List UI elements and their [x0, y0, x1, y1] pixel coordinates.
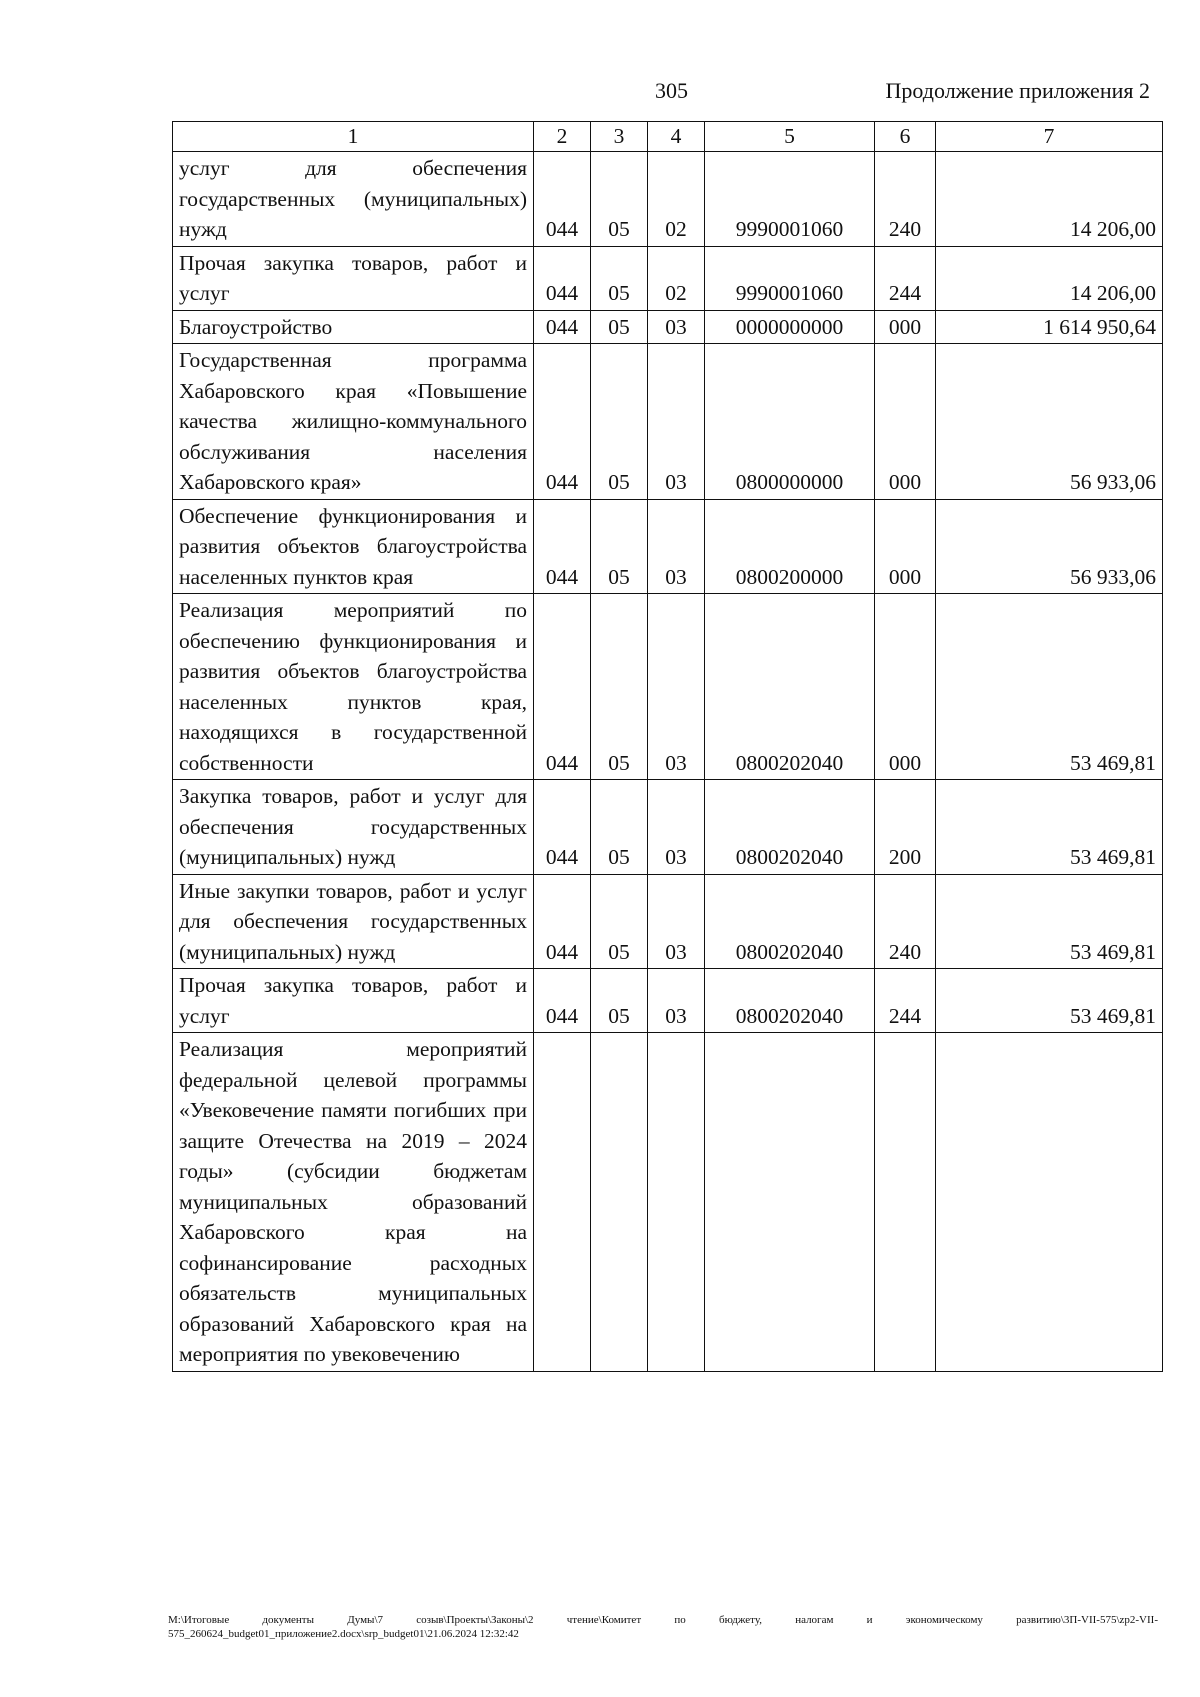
table-row — [173, 344, 1163, 500]
column-header: 7 — [936, 122, 1163, 152]
table-row — [173, 1033, 1163, 1372]
expense-type-code: 000 — [875, 310, 936, 344]
amount: 14 206,00 — [936, 152, 1163, 247]
amount: 53 469,81 — [936, 874, 1163, 969]
item-name: Прочая закупка товаров, работ и услуг — [173, 969, 534, 1033]
ministry-code: 044 — [534, 874, 591, 969]
subsection-code: 02 — [648, 152, 705, 247]
item-name: Реализация мероприятий федеральной целевой программы «Увековечение памяти погибших при защите Отечества на 2019 – 2024 годы» (субсидии бюджетам муниципальных образований Хабаровского края на софинансирование расходных обязательств муниципальных образований Хабаровского края на мероприятия по увековечению — [173, 1033, 534, 1372]
amount: 53 469,81 — [936, 969, 1163, 1033]
budget-table — [172, 121, 1163, 1372]
section-code: 05 — [591, 499, 648, 594]
table-row — [173, 246, 1163, 310]
section-code: 05 — [591, 969, 648, 1033]
section-code: 05 — [591, 594, 648, 780]
column-header: 2 — [534, 122, 591, 152]
expense-type-code: 000 — [875, 344, 936, 500]
amount: 1 614 950,64 — [936, 310, 1163, 344]
expense-type-code — [875, 1033, 936, 1372]
expense-type-code: 200 — [875, 780, 936, 875]
table-row — [173, 499, 1163, 594]
table-row — [173, 969, 1163, 1033]
amount: 53 469,81 — [936, 780, 1163, 875]
appendix-continuation-label: Продолжение приложения 2 — [885, 78, 1150, 103]
item-name: Иные закупки товаров, работ и услуг для обеспечения государственных (муниципальных) нужд — [173, 874, 534, 969]
document-file-path-footer: M:\Итоговые документы Думы\7 созыв\Проекты\Законы\2 чтение\Комитет по бюджету, налогам и экономическому развитию\3П-VII-575\zp2-VII-575_260624_budget01_приложение2.docx\srp_budget01\21.06.2024 12:32:42 — [168, 1614, 1158, 1640]
expense-type-code: 244 — [875, 246, 936, 310]
ministry-code: 044 — [534, 594, 591, 780]
column-number-row — [173, 122, 1163, 152]
amount: 56 933,06 — [936, 344, 1163, 500]
target-article-code: 0800202040 — [705, 594, 875, 780]
table-row — [173, 874, 1163, 969]
expense-type-code: 244 — [875, 969, 936, 1033]
target-article-code: 0000000000 — [705, 310, 875, 344]
ministry-code — [534, 1033, 591, 1372]
table-row — [173, 780, 1163, 875]
item-name: услуг для обеспечения государственных (муниципальных) нужд — [173, 152, 534, 247]
target-article-code: 0800202040 — [705, 780, 875, 875]
section-code: 05 — [591, 344, 648, 500]
expense-type-code: 000 — [875, 499, 936, 594]
ministry-code: 044 — [534, 152, 591, 247]
table-row — [173, 594, 1163, 780]
section-code — [591, 1033, 648, 1372]
expense-type-code: 000 — [875, 594, 936, 780]
section-code: 05 — [591, 310, 648, 344]
table-row — [173, 152, 1163, 247]
subsection-code: 03 — [648, 969, 705, 1033]
section-code: 05 — [591, 152, 648, 247]
section-code: 05 — [591, 246, 648, 310]
target-article-code: 9990001060 — [705, 152, 875, 247]
column-header: 3 — [591, 122, 648, 152]
expense-type-code: 240 — [875, 152, 936, 247]
subsection-code: 03 — [648, 344, 705, 500]
amount: 14 206,00 — [936, 246, 1163, 310]
section-code: 05 — [591, 780, 648, 875]
item-name: Прочая закупка товаров, работ и услуг — [173, 246, 534, 310]
subsection-code: 03 — [648, 499, 705, 594]
ministry-code: 044 — [534, 344, 591, 500]
item-name: Государственная программа Хабаровского края «Повышение качества жилищно-коммунального обслуживания населения Хабаровского края» — [173, 344, 534, 500]
item-name: Реализация мероприятий по обеспечению функционирования и развития объектов благоустройства населенных пунктов края, находящихся в государственной собственности — [173, 594, 534, 780]
target-article-code — [705, 1033, 875, 1372]
ministry-code: 044 — [534, 780, 591, 875]
ministry-code: 044 — [534, 310, 591, 344]
expense-type-code: 240 — [875, 874, 936, 969]
target-article-code: 0800000000 — [705, 344, 875, 500]
ministry-code: 044 — [534, 499, 591, 594]
item-name: Обеспечение функционирования и развития объектов благоустройства населенных пунктов края — [173, 499, 534, 594]
amount: 56 933,06 — [936, 499, 1163, 594]
section-code: 05 — [591, 874, 648, 969]
column-header: 1 — [173, 122, 534, 152]
item-name: Благоустройство — [173, 310, 534, 344]
subsection-code: 03 — [648, 594, 705, 780]
item-name: Закупка товаров, работ и услуг для обеспечения государственных (муниципальных) нужд — [173, 780, 534, 875]
target-article-code: 9990001060 — [705, 246, 875, 310]
subsection-code: 03 — [648, 780, 705, 875]
subsection-code — [648, 1033, 705, 1372]
amount — [936, 1033, 1163, 1372]
page-number: 305 — [655, 78, 688, 103]
target-article-code: 0800200000 — [705, 499, 875, 594]
column-header: 4 — [648, 122, 705, 152]
subsection-code: 03 — [648, 310, 705, 344]
amount: 53 469,81 — [936, 594, 1163, 780]
subsection-code: 02 — [648, 246, 705, 310]
target-article-code: 0800202040 — [705, 969, 875, 1033]
column-header: 5 — [705, 122, 875, 152]
ministry-code: 044 — [534, 969, 591, 1033]
ministry-code: 044 — [534, 246, 591, 310]
subsection-code: 03 — [648, 874, 705, 969]
column-header: 6 — [875, 122, 936, 152]
table-row — [173, 310, 1163, 344]
target-article-code: 0800202040 — [705, 874, 875, 969]
